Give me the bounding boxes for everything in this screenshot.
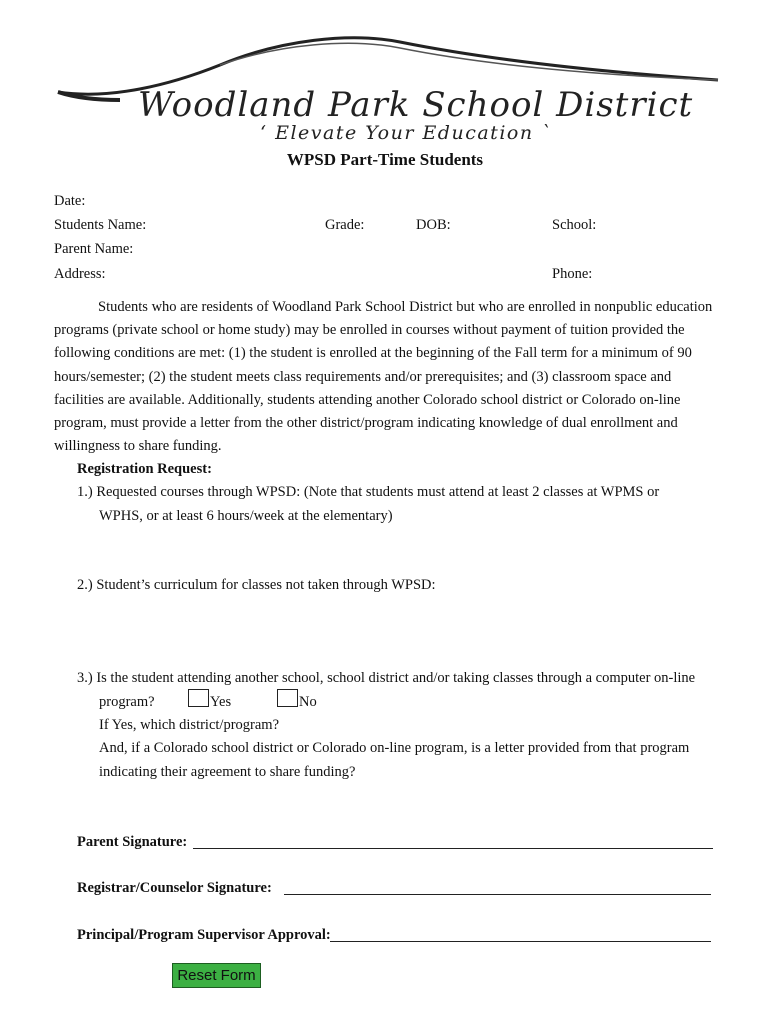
school-label: School: [552, 217, 597, 233]
dob-label: DOB: [416, 217, 451, 233]
question-3-line-4: And, if a Colorado school district or Colorado on-line program, is a letter provided from that program [99, 740, 690, 756]
yes-label: Yes [210, 694, 232, 710]
student-name-label: Students Name: [54, 217, 147, 233]
yes-checkbox[interactable] [188, 689, 209, 707]
question-1-line-2: WPHS, or at least 6 hours/week at the elementary) [99, 508, 393, 524]
intro-paragraph [54, 296, 714, 458]
logo-tagline: ‘ Elevate Your Education ` [260, 122, 553, 144]
parent-signature-label: Parent Signature: [77, 834, 188, 850]
district-logo [50, 30, 730, 145]
phone-label: Phone: [552, 266, 593, 282]
question-2: 2.) Student’s curriculum for classes not taken through WPSD: [77, 577, 436, 593]
registration-heading: Registration Request: [77, 461, 212, 477]
question-3-line-3: If Yes, which district/program? [99, 717, 280, 733]
registrar-signature-label: Registrar/Counselor Signature: [77, 880, 272, 896]
question-3-line-5: indicating their agreement to share funding? [99, 764, 356, 780]
question-3-line-1: 3.) Is the student attending another school, school district and/or taking classes through a computer on-line [77, 670, 696, 686]
parent-name-label: Parent Name: [54, 241, 134, 257]
no-label: No [299, 694, 317, 710]
parent-signature-line[interactable] [193, 848, 713, 849]
grade-label: Grade: [325, 217, 365, 233]
intro-text: Students who are residents of Woodland Park School District but who are enrolled in nonpublic education programs (private school or home study) may be enrolled in courses without payment of tuition provided the following conditions are met: (1) the student is enrolled at the beginning of the Fall term for a minimum of 90 hours/semester; (2) the student meets class requirements and/or prerequisites; and (3) classroom space and facilities are available. Additionally, students attending another Colorado school district or Colorado on-line program, must provide a letter from the other district/program indicating knowledge of dual enrollment and willingness to share funding. [54, 299, 713, 455]
address-label: Address: [54, 266, 106, 282]
question-1-line-1: 1.) Requested courses through WPSD: (Note that students must attend at least 2 classes at WPMS or [77, 484, 660, 500]
principal-approval-line[interactable] [330, 941, 711, 942]
reset-form-button[interactable]: Reset Form [172, 963, 261, 988]
date-label: Date: [54, 193, 86, 209]
registrar-signature-line[interactable] [284, 894, 711, 895]
principal-approval-label: Principal/Program Supervisor Approval: [77, 927, 331, 943]
question-3-line-2: program? [99, 694, 155, 710]
no-checkbox[interactable] [277, 689, 298, 707]
form-title: WPSD Part-Time Students [286, 150, 484, 169]
logo-district-name: Woodland Park School District [138, 85, 694, 125]
